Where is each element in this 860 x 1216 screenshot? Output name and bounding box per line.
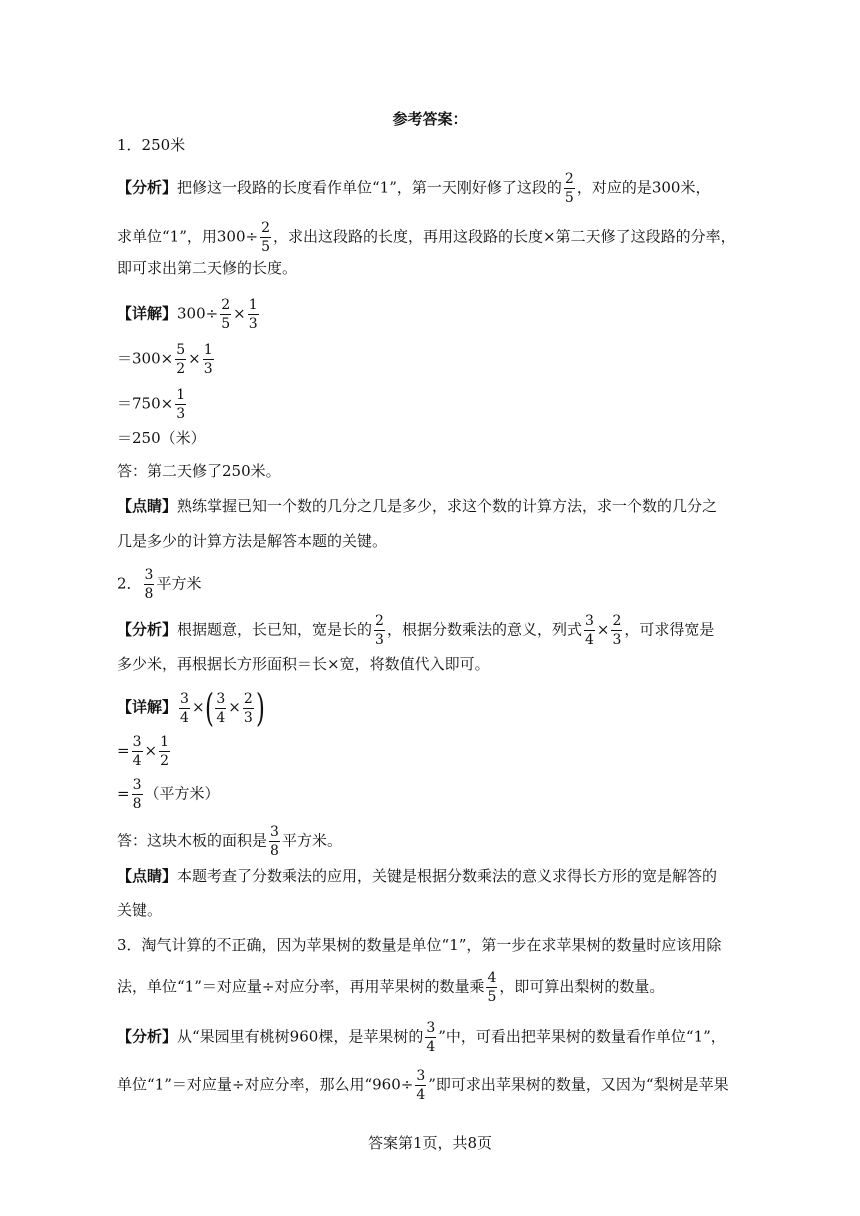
fraction: $\frac{3}{4}$ [216, 690, 226, 726]
q1-step-3: ＝750× $\frac{1}{3}$ [117, 387, 186, 422]
fraction: $\frac{2}{3}$ [612, 613, 622, 648]
q1-answer: 1．250米 [117, 136, 186, 154]
q1-reply: 答：第二天修了250米。 [117, 462, 281, 480]
comment-tag: 【点睛】 [117, 867, 178, 885]
fraction: $\frac{2}{5}$ [564, 171, 574, 206]
q2-answer: 2． $\frac{3}{8}$ 平方米 [117, 567, 202, 602]
q1-step-2: ＝300× $\frac{5}{2}$ × $\frac{1}{3}$ [117, 342, 213, 377]
fraction: $\frac{2}{3}$ [375, 613, 384, 648]
q1-analysis-line-2: 求单位“1”，用300÷ $\frac{2}{5}$ ，求出这段路的长度，再用这段路的长度×第二天修了这段路的分率， [117, 220, 736, 255]
page-title: 参考答案： [392, 110, 468, 128]
fraction: $\frac{5}{2}$ [176, 342, 186, 377]
q3-analysis-line-1: 【分析】从“果园里有桃树960棵，是苹果树的 $\frac{3}{4}$ ”中，可看出把苹果树的数量看作单位“1”， [117, 1020, 726, 1055]
detail-tag: 【详解】 [117, 304, 178, 323]
analysis-tag: 【分析】 [117, 178, 178, 197]
page-footer: 答案第1页，共8页 [367, 1134, 493, 1152]
fraction: $\frac{3}{4}$ [426, 1020, 436, 1055]
fraction: $\frac{1}{2}$ [160, 734, 169, 769]
q2-analysis-line-1: 【分析】根据题意，长已知，宽是长的 $\frac{2}{3}$ ，根据分数乘法的意义，列式 $\frac{3}{4}$ × $\frac{2}{3}$ ，可求得宽是 [117, 613, 715, 648]
right-paren: ) [255, 686, 265, 730]
q2-comment-line-2: 关键。 [117, 901, 163, 919]
q1-detail-line-1: 【详解】300÷ $\frac{2}{5}$ × $\frac{1}{3}$ [117, 297, 258, 332]
analysis-tag: 【分析】 [117, 1027, 178, 1046]
q1-comment-line-1: 【点睛】熟练掌握已知一个数的几分之几是多少，求这个数的计算方法，求一个数的几分之 [117, 497, 718, 515]
q3-analysis-line-2: 单位“1”＝对应量÷对应分率，那么用“960÷ $\frac{3}{4}$ ”即可求出苹果树的数量，又因为“梨树是苹果 [117, 1068, 729, 1103]
fraction: $\frac{3}{4}$ [132, 734, 142, 769]
fraction: $\frac{1}{3}$ [203, 342, 213, 377]
fraction: $\frac{1}{3}$ [248, 297, 258, 332]
q1-analysis-line-1: 【分析】把修这一段路的长度看作单位“1”，第一天刚好修了这段的 $\frac{2}{5}$ ，对应的是300米， [117, 171, 711, 206]
fraction: $\frac{2}{5}$ [261, 220, 271, 255]
q3-answer-line-2: 法，单位“1”＝对应量÷对应分率，再用苹果树的数量乘 $\frac{4}{5}$ ，即可算出梨树的数量。 [117, 970, 665, 1005]
detail-tag: 【详解】 [117, 698, 178, 716]
fraction: $\frac{2}{3}$ [243, 690, 253, 726]
fraction: $\frac{3}{8}$ [270, 824, 279, 859]
q2-reply: 答：这块木板的面积是 $\frac{3}{8}$ 平方米。 [117, 824, 342, 859]
fraction: $\frac{3}{4}$ [584, 613, 594, 648]
fraction: $\frac{4}{5}$ [487, 970, 497, 1005]
fraction: $\frac{3}{4}$ [180, 690, 189, 726]
q2-analysis-line-2: 多少米，再根据长方形面积＝长×宽，将数值代入即可。 [117, 655, 490, 673]
q3-answer-line-1: 3．淘气计算的不正确，因为苹果树的数量是单位“1”，第一步在求苹果树的数量时应该用除 [117, 936, 722, 954]
q2-step-2: = $\frac{3}{4}$ × $\frac{1}{2}$ [117, 734, 169, 769]
q1-analysis-line-3: 即可求出第二天修的长度。 [117, 259, 298, 277]
fraction: $\frac{1}{3}$ [176, 387, 186, 422]
q2-step-3: = $\frac{3}{8}$ （平方米） [117, 777, 220, 812]
q1-comment-line-2: 几是多少的计算方法是解答本题的关键。 [117, 532, 388, 550]
q2-comment-line-1: 【点睛】本题考查了分数乘法的应用，关键是根据分数乘法的意义求得长方形的宽是解答的 [117, 867, 718, 885]
q2-detail-line-1: 【详解】 $\frac{3}{4}$ ×( $\frac{3}{4}$ × $\frac{2}{3}$ ) [117, 686, 265, 730]
fraction: $\frac{2}{5}$ [221, 297, 231, 332]
comment-tag: 【点睛】 [117, 497, 178, 515]
fraction: $\frac{3}{8}$ [132, 777, 142, 812]
q1-step-4: ＝250（米） [117, 429, 206, 447]
analysis-tag: 【分析】 [117, 620, 178, 639]
fraction: $\frac{3}{4}$ [416, 1068, 426, 1103]
left-paren: ( [204, 686, 214, 730]
fraction: $\frac{3}{8}$ [144, 567, 154, 602]
